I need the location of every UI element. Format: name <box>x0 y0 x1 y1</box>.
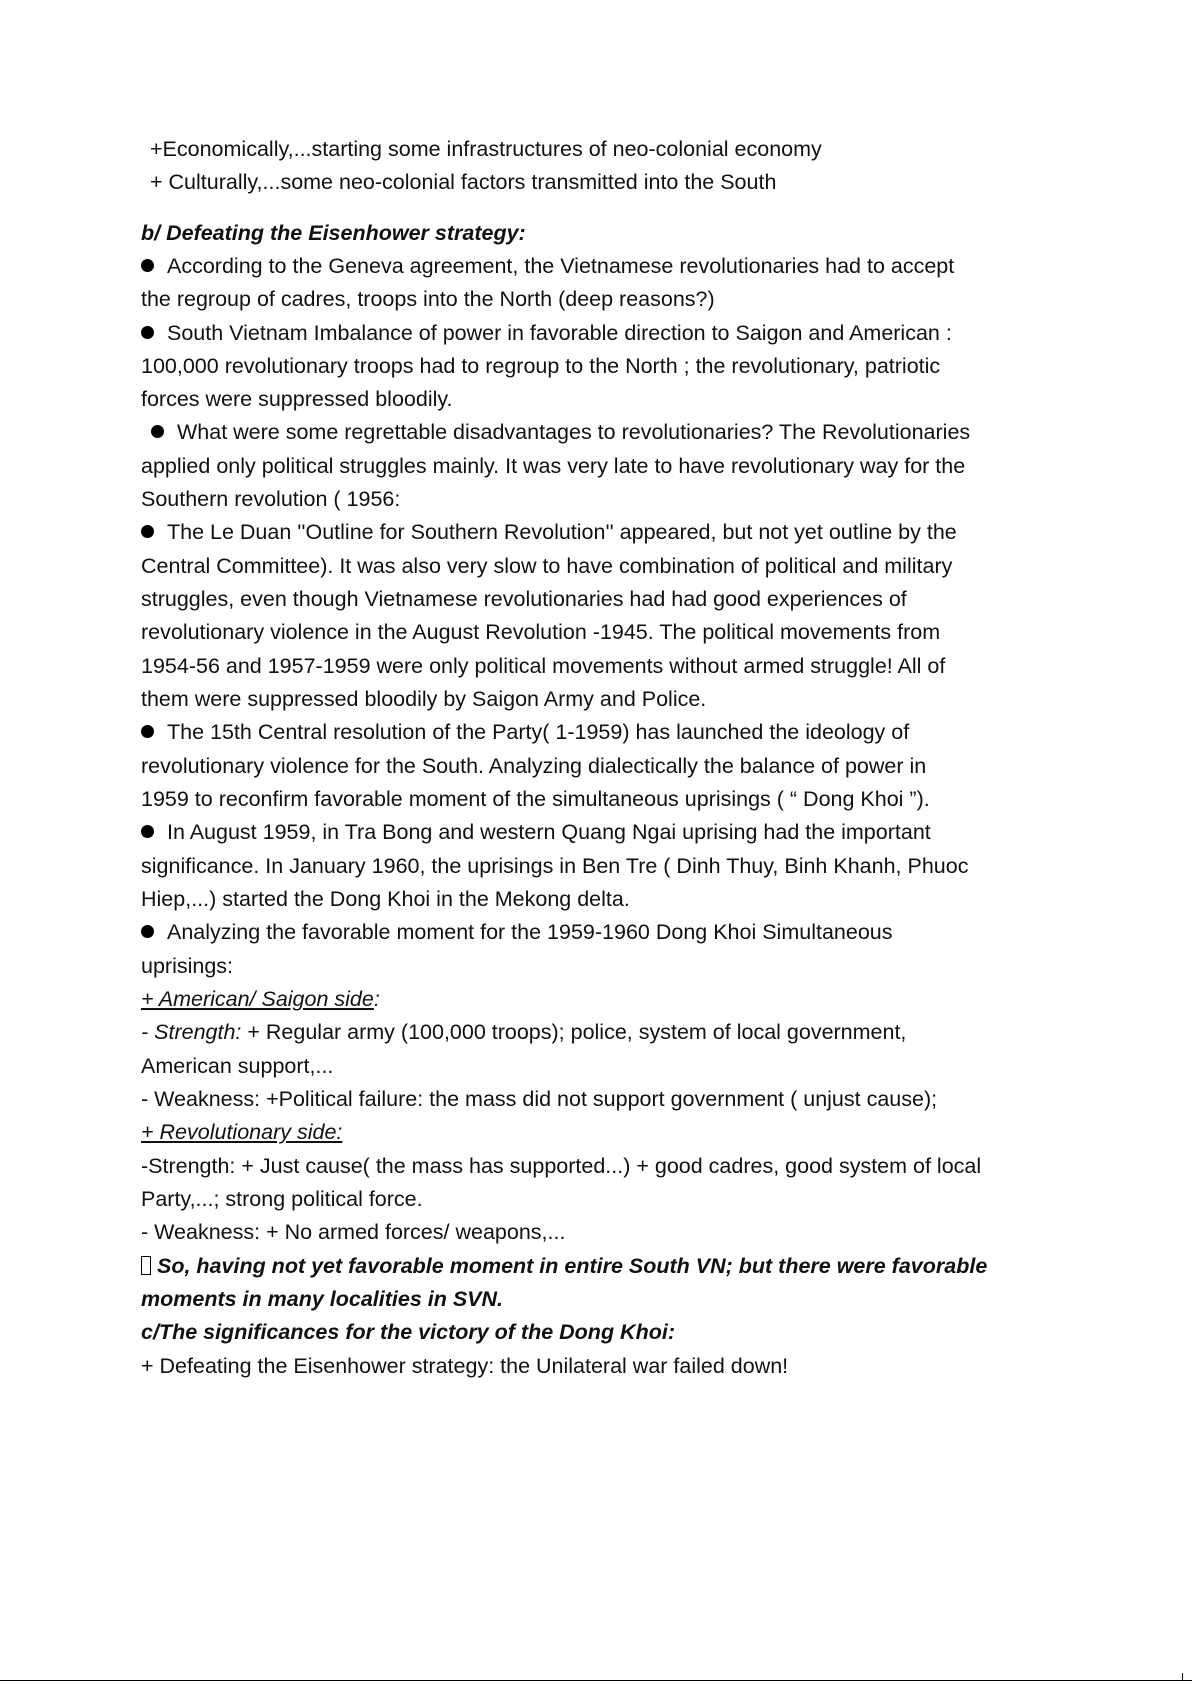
page-bottom-rule <box>0 1680 1192 1681</box>
text-line: revolutionary violence in the August Revolution -1945. The political movements from <box>141 620 941 644</box>
text-line: Hiep,...) started the Dong Khoi in the Mekong delta. <box>141 887 630 911</box>
text-line: South Vietnam Imbalance of power in favorable direction to Saigon and American : <box>167 321 952 345</box>
text-line: + American/ Saigon side <box>141 987 374 1011</box>
text-line: So, having not yet favorable moment in entire South VN; but there were favorable <box>157 1254 988 1278</box>
text-line: significance. In January 1960, the uprisings in Ben Tre ( Dinh Thuy, Binh Khanh, Phuoc <box>141 854 969 878</box>
section-heading-c: c/The significances for the victory of the Dong Khoi: <box>141 1320 675 1344</box>
text-line: In August 1959, in Tra Bong and western Quang Ngai uprising had the important <box>167 820 931 844</box>
text-line: applied only political struggles mainly. It was very late to have revolutionary way for the <box>141 454 966 478</box>
text-line: American support,... <box>141 1054 334 1078</box>
text-line: : <box>373 987 380 1011</box>
text-line: + Culturally,...some neo-colonial factors transmitted into the South <box>150 170 777 194</box>
arrow-icon <box>141 1256 151 1275</box>
text-line <box>141 1016 906 1049</box>
bullet-item <box>141 416 970 449</box>
text-line: moments in many localities in SVN. <box>141 1287 504 1311</box>
text-line: -Strength: + Just cause( the mass has supported...) + good cadres, good system of local <box>141 1154 982 1178</box>
text-line: + Regular army (100,000 troops); police, system of local government, <box>241 1020 907 1044</box>
text-line: them were suppressed bloodily by Saigon Army and Police. <box>141 687 707 711</box>
strength-label: - Strength: <box>141 1020 242 1044</box>
text-line: the regroup of cadres, troops into the North (deep reasons?) <box>141 287 715 311</box>
text-line: 1954-56 and 1957-1959 were only political movements without armed struggle! All of <box>141 654 946 678</box>
text-line: - Weakness: + No armed forces/ weapons,... <box>141 1220 566 1244</box>
text-line: The Le Duan ''Outline for Southern Revolution'' appeared, but not yet outline by the <box>167 520 957 544</box>
bullet-icon <box>141 925 154 938</box>
bullet-icon <box>141 725 154 738</box>
text-line: struggles, even though Vietnamese revolutionaries had had good experiences of <box>141 587 907 611</box>
section-heading-b: b/ Defeating the Eisenhower strategy: <box>141 221 526 245</box>
bullet-icon <box>141 259 154 272</box>
text-line: Party,...; strong political force. <box>141 1187 423 1211</box>
bullet-icon <box>141 326 154 339</box>
bullet-item <box>141 250 954 283</box>
text-line: 100,000 revolutionary troops had to regroup to the North ; the revolutionary, patriotic <box>141 354 941 378</box>
text-line: uprisings: <box>141 954 234 978</box>
subheading-american-saigon-side <box>141 983 380 1016</box>
text-line: 1959 to reconfirm favorable moment of the simultaneous uprisings ( “ Dong Khoi ”). <box>141 787 930 811</box>
text-line: According to the Geneva agreement, the Vietnamese revolutionaries had to accept <box>167 254 955 278</box>
bullet-item <box>141 816 931 849</box>
bullet-item <box>141 916 892 949</box>
bullet-item <box>141 716 909 749</box>
text-line: - Weakness: +Political failure: the mass did not support government ( unjust cause); <box>141 1087 938 1111</box>
bullet-icon <box>151 425 164 438</box>
bullet-icon <box>141 825 154 838</box>
text-line: revolutionary violence for the South. Analyzing dialectically the balance of power in <box>141 754 927 778</box>
bullet-item <box>141 317 952 350</box>
text-line: What were some regrettable disadvantages to revolutionaries? The Revolutionaries <box>177 420 971 444</box>
text-line: Analyzing the favorable moment for the 1959-1960 Dong Khoi Simultaneous <box>167 920 893 944</box>
text-line: Southern revolution ( 1956: <box>141 487 401 511</box>
text-line: The 15th Central resolution of the Party( 1-1959) has launched the ideology of <box>167 720 910 744</box>
conclusion-line <box>141 1250 987 1283</box>
bullet-icon <box>141 525 154 538</box>
text-line: forces were suppressed bloodily. <box>141 387 453 411</box>
text-line: +Economically,...starting some infrastructures of neo-colonial economy <box>150 137 822 161</box>
page-corner-mark <box>1182 1673 1183 1680</box>
text-line: Central Committee). It was also very slow to have combination of political and military <box>141 554 953 578</box>
subheading-revolutionary-side: + Revolutionary side: <box>141 1120 343 1144</box>
bullet-item <box>141 516 957 549</box>
text-line: + Defeating the Eisenhower strategy: the Unilateral war failed down! <box>141 1354 789 1378</box>
